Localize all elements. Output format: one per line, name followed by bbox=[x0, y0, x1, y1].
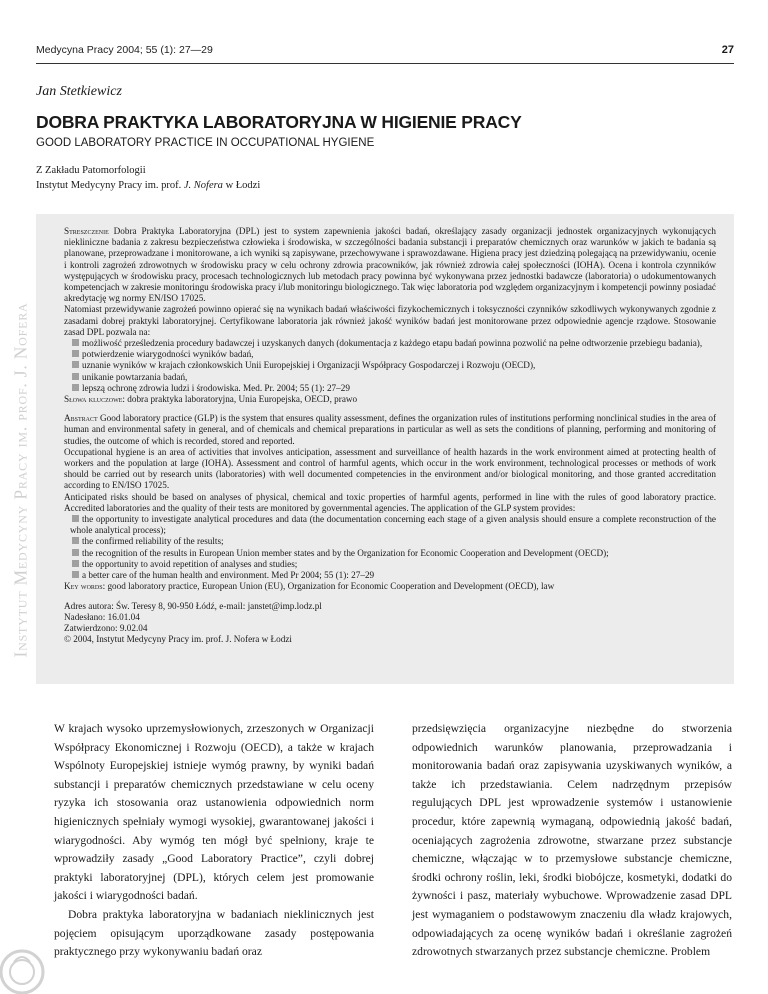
key-words bbox=[64, 581, 716, 592]
streszczenie-text2: Natomiast przewidywanie zagrożeń powinno opierać się na wynikach badań właściwości fizykochemicznych i toksyczności czynników szkodliwych wykonywanych zgodnie z zasadami dobrej praktyki laboratoryjnej. Certyfikowane laboratoria jak również jakość wyników badań jest monitorowane przez odpowiednie agencje rządowe. Stosowanie zasad DPL pozwala na: bbox=[64, 304, 716, 337]
affiliation-suffix: w Łodzi bbox=[225, 180, 261, 191]
streszczenie-text: Dobra Praktyka Laboratoryjna (DPL) jest to system zapewnienia jakości badań, określający zasady organizacji jednostek organizacyjnych wykonujących niekliniczne badania z zakresu bezpieczeństwa człowieka i środowiska, w szczególności badania substancji i preparatów chemicznych oraz warunków w jakich te badania są planowane, przeprowadzane i monitorowane, a ich wyniki są zapisywane, przechowywane i sprawozdawane. Higiena pracy jest dziedziną polegającą na przewidywaniu, ocenie i kontroli zagrożeń zdrowotnych w środowisku pracy w celu ochrony zdrowia pracowników, jak również zdrowia całej społeczności (IOHA). Ocena i kontrola czynników występujących w środowisku pracy, procesach technologicznych lub metodach pracy powinna być wykonywana przez jednostki badawcze (laboratoria) o udokumentowanych kompetencjach w zakresie monitoringu środowiska pracy i/lub monitoringu biologicznego. Tak więc laboratoria pod względem organizacyjnym i kompetencji powinny posiadać akredytację wg normy EN/ISO 17025. bbox=[64, 226, 716, 304]
journal-citation: Medycyna Pracy 2004; 55 (1): 27—29 bbox=[36, 44, 213, 56]
slowa-kluczowe-text: dobra praktyka laboratoryjna, Unia Europejska, OECD, prawo bbox=[127, 394, 358, 405]
body-column-left bbox=[54, 720, 374, 962]
streszczenie-item: unikanie powtarzania badań, bbox=[64, 372, 716, 383]
bullet-square-icon bbox=[72, 339, 79, 346]
bullet-square-icon bbox=[72, 537, 79, 544]
streszczenie-paragraph bbox=[64, 226, 716, 304]
streszczenie-item: uznanie wyników w krajach członkowskich Unii Europejskiej i Organizacji Współpracy Gospodarczej i Rozwoju (OECD), bbox=[64, 360, 716, 371]
key-words-text: good laboratory practice, European Union (EU), Organization for Economic Cooperation and Development (OECD), law bbox=[107, 581, 555, 592]
streszczenie-item: lepszą ochronę zdrowia ludzi i środowiska. Med. Pr. 2004; 55 (1): 27–29 bbox=[64, 383, 716, 394]
affiliation-name: J. Nofera bbox=[183, 180, 223, 191]
streszczenie-item: możliwość prześledzenia procedury badawczej i uzyskanych danych (dokumentacja z każdego etapu badań powinna pozwolić na pełne odtworzenie przebiegu badania), bbox=[64, 338, 716, 349]
institute-watermark bbox=[6, 220, 36, 740]
approved-date: Zatwierdzono: 9.02.04 bbox=[64, 622, 148, 633]
bullet-square-icon bbox=[72, 384, 79, 391]
page-number: 27 bbox=[721, 44, 734, 56]
body-paragraph: przedsięwzięcia organizacyjne niezbędne do stworzenia odpowiednich warunków planowania, przeprowadzania i monitorowania badań oraz zapisywania uzyskiwanych wyników, a także ich przedstawiania. Celem nadrzędnym przepisów regulujących DPL jest wprowadzenie systemów i ustanowienie procedur, które zapewnią wymaganą, odpowiednią jakość badań, oceniających zagrożenia zdrowotne, stwarzane przez substancje chemiczne, włączając w to przemysłowe substancje chemiczne, środki ochrony roślin, leki, środki biobójcze, kosmetyki, dodatki do żywności i pasz, materiały wybuchowe. Wprowadzenie zasad DPL jest wymaganiem o podstawowym znaczeniu dla władz krajowych, odpowiadających za ocenę wyników badań i określanie zagrożeń zdrowotnych stwarzanych przez substancje chemiczne. Problem bbox=[412, 722, 732, 959]
author: Jan Stetkiewicz bbox=[36, 84, 122, 99]
institute-logo-icon bbox=[0, 922, 48, 994]
affiliation-institute bbox=[36, 180, 260, 191]
slowa-kluczowe-label: Słowa kluczowe: bbox=[64, 394, 125, 405]
abstract-box bbox=[36, 214, 734, 684]
article-subtitle: GOOD LABORATORY PRACTICE IN OCCUPATIONAL HYGIENE bbox=[36, 137, 375, 149]
abstract-item: the confirmed reliability of the results; bbox=[64, 536, 716, 547]
received-date: Nadesłano: 16.01.04 bbox=[64, 611, 140, 622]
article-title: DOBRA PRAKTYKA LABORATORYJNA W HIGIENIE PRACY bbox=[36, 112, 522, 132]
abstract-label: Abstract bbox=[64, 413, 98, 424]
bullet-square-icon bbox=[72, 373, 79, 380]
bullet-square-icon bbox=[72, 361, 79, 368]
slowa-kluczowe bbox=[64, 394, 716, 405]
running-header bbox=[36, 44, 734, 58]
abstract-paragraph bbox=[64, 413, 716, 447]
watermark-text: Instytut Medycyny Pracy im. prof. J. Nofera bbox=[10, 302, 31, 658]
streszczenie-label: Streszczenie bbox=[64, 226, 109, 236]
abstract-text2: Occupational hygiene is an area of activities that involves anticipation, assessment and surveillance of health hazards in the work environment aimed at protecting health of workers and the population at large (IOHA). Assessment and control of harmful agents, which occur in the work environment, technological processes or methods of work should be carried out by research units (laboratories) with well documented competencies in the environment and/or biological monitoring, and those granted accreditation according to EN/ISO 17025. bbox=[64, 446, 716, 491]
abstract-text3: Anticipated risks should be based on analyses of physical, chemical and toxic properties of harmful agents, performed in line with the rules of good laboratory practice. Accredited laboratories and the quality of their tests are monitored by governmental agencies. The application of the GLP system provides: bbox=[64, 491, 716, 513]
bullet-square-icon bbox=[72, 350, 79, 357]
bullet-square-icon bbox=[72, 549, 79, 556]
body-paragraph: Dobra praktyka laboratoryjna w badaniach nieklinicznych jest pojęciem opisującym uporządkowane zasady postępowania praktycznego przy wykonywaniu badań oraz bbox=[54, 907, 374, 959]
abstract-item: the opportunity to avoid repetition of analyses and studies; bbox=[64, 559, 716, 570]
bullet-square-icon bbox=[72, 560, 79, 567]
affiliation-department: Z Zakładu Patomorfologii bbox=[36, 165, 146, 176]
copyright-notice: © 2004, Instytut Medycyny Pracy im. prof. J. Nofera w Łodzi bbox=[64, 634, 292, 645]
header-rule bbox=[36, 63, 734, 64]
affiliation-prefix: Instytut Medycyny Pracy im. prof. bbox=[36, 180, 182, 191]
body-paragraph: W krajach wysoko uprzemysłowionych, zrzeszonych w Organizacji Współpracy Ekonomicznej i Rozwoju (OECD), a także w krajach Wspólnoty Europejskiej istnieje wymóg prawny, by wyniki badań substancji i preparatów chemicznych przedstawiane w celu oceny ryzyka ich stosowania oraz ustanowienia odpowiednich norm higienicznych spełniały wymogi wysokiej, gwarantowanej jakości i wiarygodności. Aby wymóg ten mógł być spełniony, kraje te wprowadziły zasady „Good Laboratory Practice”, czyli dobrej praktyki laboratoryjnej (DPL), których celem jest promowanie jakości i wiarygodności badań. bbox=[54, 722, 374, 903]
body-column-right bbox=[412, 720, 732, 962]
bullet-square-icon bbox=[72, 571, 79, 578]
bullet-square-icon bbox=[72, 515, 79, 522]
abstract-content bbox=[64, 226, 716, 645]
correspondence-address: Adres autora: Św. Teresy 8, 90-950 Łódź, e-mail: janstet@imp.lodz.pl bbox=[64, 600, 322, 611]
abstract-item: the opportunity to investigate analytical procedures and data (the documentation concerning each stage of a given analysis should ensure a complete reconstruction of the whole analytical process); bbox=[70, 514, 716, 536]
abstract-item: a better care of the human health and environment. Med Pr 2004; 55 (1): 27–29 bbox=[64, 570, 716, 581]
streszczenie-item: potwierdzenie wiarygodności wyników badań, bbox=[64, 349, 716, 360]
key-words-label: Key words: bbox=[64, 581, 106, 592]
abstract-item: the recognition of the results in European Union member states and by the Organization for Economic Cooperation and Development (OECD); bbox=[64, 548, 716, 559]
abstract-text: Good laboratory practice (GLP) is the system that ensures quality assessment, defines the organization rules of institutions performing nonclinical studies in the area of human and environmental safety in general, and of chemicals and chemical preparations in particular as well as sets the conditions of planning, performing and monitoring of studies, the outcome of which is recorded, stored and reported. bbox=[64, 413, 717, 446]
